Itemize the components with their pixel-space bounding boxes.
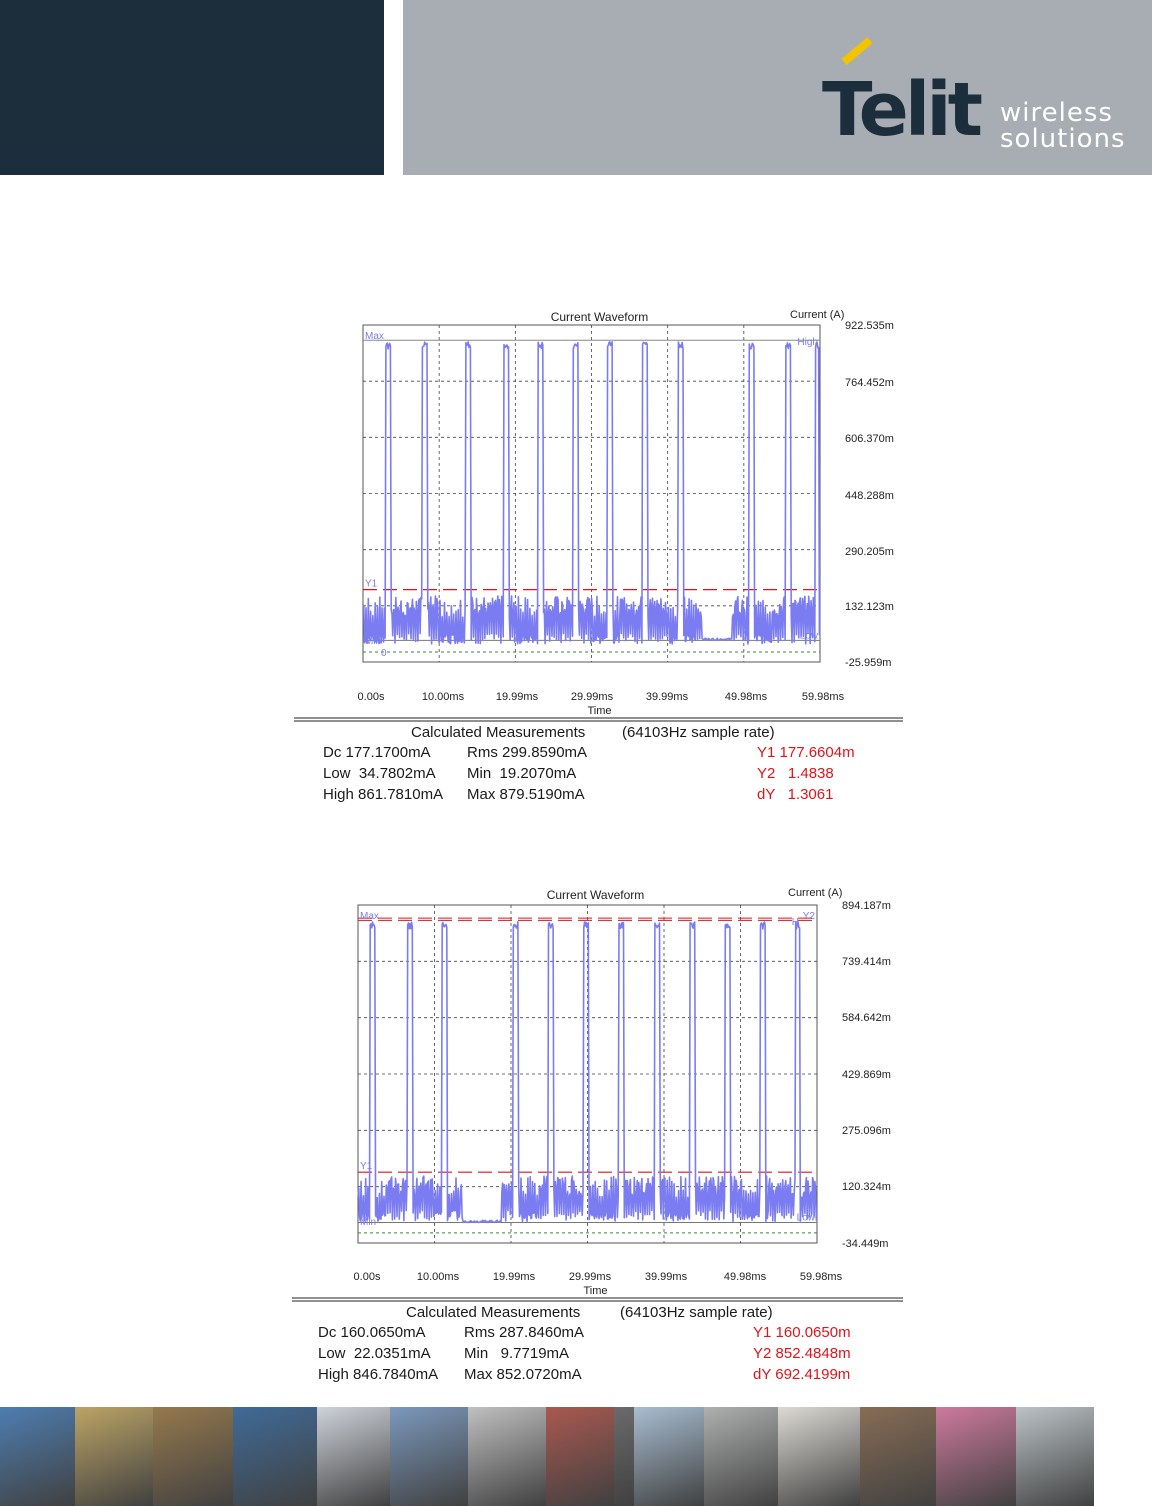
logo-tagline-2: solutions xyxy=(1000,124,1126,154)
chart-2-x-tick-2: 19.99ms xyxy=(492,1271,536,1283)
chart-2-meas-sample-rate: (64103Hz sample rate) xyxy=(620,1304,773,1321)
chart-2-x-tick-6: 59.98ms xyxy=(799,1271,843,1283)
chart-1-meas-right-1: Y2 1.4838 xyxy=(757,765,834,782)
tile-card-terminal xyxy=(468,1407,546,1506)
tile-highway xyxy=(0,1407,75,1506)
chart-2-marker-low: Low xyxy=(796,1212,815,1224)
chart-1-marker-min: Min xyxy=(365,635,382,647)
logo-wordmark: Telit xyxy=(822,67,979,153)
tile-meter-box xyxy=(614,1407,634,1506)
chart-1-marker-low: Low xyxy=(799,630,818,642)
chart-2-meas-right-1: Y2 852.4848m xyxy=(753,1345,851,1362)
chart-2-marker-y1: Y1 xyxy=(360,1161,373,1173)
chart-1-x-tick-1: 10.00ms xyxy=(421,691,465,703)
chart-2-meas-left-1: Low 22.0351mA xyxy=(318,1345,431,1362)
tile-containers xyxy=(153,1407,233,1506)
chart-1-x-tick-2: 19.99ms xyxy=(495,691,539,703)
tile-doorway xyxy=(778,1407,860,1506)
chart-1-meas-left-0: Dc 177.1700mA xyxy=(323,744,431,761)
tile-camera xyxy=(1016,1407,1094,1506)
chart-2-y-axis-label: Current (A) xyxy=(788,887,843,899)
chart-1-y-axis-label: Current (A) xyxy=(790,309,845,321)
chart-2-marker-max: Max xyxy=(360,911,379,922)
tile-wind-turbines xyxy=(634,1407,704,1506)
chart-1-x-tick-5: 49.98ms xyxy=(724,691,768,703)
chart-2-meas-mid-1: Min 9.7719mA xyxy=(464,1345,570,1362)
chart-1-x-tick-3: 29.99ms xyxy=(570,691,614,703)
chart-1-marker-high: High xyxy=(797,337,818,348)
chart-2-y-tick-4: 275.096m xyxy=(842,1125,891,1137)
chart-1-meas-mid-2: Max 879.5190mA xyxy=(467,786,585,803)
chart-2-meas-right-0: Y1 160.0650m xyxy=(753,1324,851,1341)
chart-1-meas-right-2: dY 1.3061 xyxy=(757,786,834,803)
chart-2-x-tick-5: 49.98ms xyxy=(723,1271,767,1283)
chart-1-y-tick-3: 448.288m xyxy=(845,490,894,502)
chart-2-marker-min: Min xyxy=(360,1216,377,1228)
chart-1-x-tick-6: 59.98ms xyxy=(801,691,845,703)
chart-1-x-tick-0: 0.00s xyxy=(357,691,385,703)
chart-2-marker-high: H xyxy=(791,917,799,928)
chart-1-meas-right-0: Y1 177.6604m xyxy=(757,744,855,761)
chart-1-y-tick-6: -25.959m xyxy=(845,657,892,669)
chart-1-meas-left-1: Low 34.7802mA xyxy=(323,765,436,782)
tile-clock-display xyxy=(233,1407,317,1506)
chart-2-meas-left-0: Dc 160.0650mA xyxy=(318,1324,426,1341)
chart-2-y-tick-0: 894.187m xyxy=(842,900,891,912)
chart-1-y-tick-5: 132.123m xyxy=(845,601,894,613)
chart-2-meas-heading: Calculated Measurements xyxy=(406,1304,581,1321)
chart-1-y-tick-1: 764.452m xyxy=(845,377,894,389)
logo-tagline-1: wireless xyxy=(1000,98,1113,128)
chart-1-meas-heading: Calculated Measurements xyxy=(411,724,586,741)
chart-2-y-tick-5: 120.324m xyxy=(842,1181,891,1193)
chart-2-meas-right-2: dY 692.4199m xyxy=(753,1366,851,1383)
chart-2-meas-mid-0: Rms 287.8460mA xyxy=(464,1324,585,1341)
chart-1-meas-left-2: High 861.7810mA xyxy=(323,786,444,803)
chart-1-marker-zero: 0 xyxy=(381,647,387,659)
chart-2-y-tick-1: 739.414m xyxy=(842,956,891,968)
chart-1-meas-mid-1: Min 19.2070mA xyxy=(467,765,577,782)
chart-2-y-tick-3: 429.869m xyxy=(842,1069,891,1081)
chart-1-x-tick-4: 39.99ms xyxy=(645,691,689,703)
chart-1-x-axis-label: Time xyxy=(587,705,612,717)
tile-gas-meter xyxy=(704,1407,778,1506)
tile-vending xyxy=(546,1407,614,1506)
chart-2-x-tick-0: 0.00s xyxy=(353,1271,381,1283)
chart-2-x-tick-1: 10.00ms xyxy=(416,1271,460,1283)
chart-1-y-tick-4: 290.205m xyxy=(845,546,894,558)
chart-1-meas-mid-0: Rms 299.8590mA xyxy=(467,744,588,761)
chart-2-title: Current Waveform xyxy=(546,888,645,902)
footer-image-strip xyxy=(0,1407,1152,1506)
chart-2-marker-y2: Y2 xyxy=(802,911,815,922)
chart-2-x-tick-3: 29.99ms xyxy=(568,1271,612,1283)
chart-2-y-tick-2: 584.642m xyxy=(842,1012,891,1024)
chart-1-y-tick-0: 922.535m xyxy=(845,320,894,332)
chart-1-marker-max: Max xyxy=(365,331,384,342)
tile-cyclist xyxy=(390,1407,468,1506)
tile-phone-sign xyxy=(75,1407,153,1506)
chart-1-y-tick-2: 606.370m xyxy=(845,433,894,445)
chart-2-meas-mid-2: Max 852.0720mA xyxy=(464,1366,582,1383)
tile-laptop xyxy=(317,1407,390,1506)
tile-printing xyxy=(936,1407,1016,1506)
chart-1-meas-sample-rate: (64103Hz sample rate) xyxy=(622,724,775,741)
chart-2-y-tick-6: -34.449m xyxy=(842,1238,889,1250)
chart-2-x-axis-label: Time xyxy=(583,1285,608,1297)
tile-train xyxy=(860,1407,936,1506)
chart-2-x-tick-4: 39.99ms xyxy=(644,1271,688,1283)
chart-1-title: Current Waveform xyxy=(550,310,649,324)
chart-2-meas-left-2: High 846.7840mA xyxy=(318,1366,439,1383)
chart-1-marker-y1: Y1 xyxy=(365,578,378,590)
